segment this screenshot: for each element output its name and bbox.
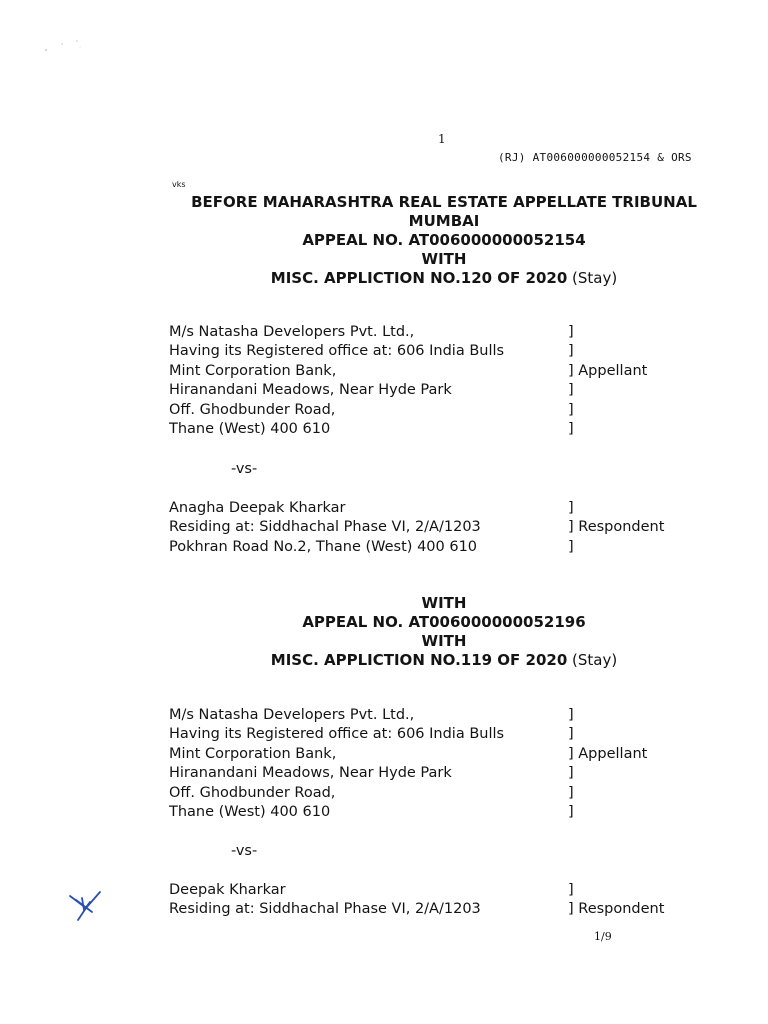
bracket: ] — [568, 784, 574, 801]
bracket: ] — [568, 882, 574, 898]
misc-application-stay: (Stay) — [567, 269, 618, 287]
title-block-1 — [120, 193, 768, 288]
appellant-address-line: Having its Registered office at: 606 India Bulls — [169, 726, 505, 743]
bracket: ] — [568, 538, 574, 555]
bracket: ] — [568, 382, 574, 399]
appellant-address-line: Off. Ghodbunder Road, — [169, 784, 336, 801]
appellant-address-line: Off. Ghodbunder Road, — [169, 401, 336, 418]
appeal-number: APPEAL NO. AT006000000052196 — [302, 613, 586, 631]
page-of-total: 1/9 — [594, 930, 612, 943]
appellant-address-line: Mint Corporation Bank, — [169, 745, 337, 762]
bracket: ] — [568, 420, 574, 437]
with-label: WITH — [421, 594, 467, 612]
tribunal-city: MUMBAI — [408, 212, 480, 230]
appellant-block-2 — [169, 706, 589, 822]
appellant-name: M/s Natasha Developers Pvt. Ltd., — [169, 324, 415, 340]
appellant-label: ] Appellant — [568, 362, 648, 379]
bracket: ] — [568, 500, 574, 516]
scan-speck-marks — [40, 36, 84, 56]
respondent-label: ] Respondent — [568, 901, 665, 918]
respondent-label: ] Respondent — [568, 519, 665, 536]
tribunal-title: BEFORE MAHARASHTRA REAL ESTATE APPELLATE TRIBUNAL — [191, 193, 697, 211]
bracket: ] — [568, 343, 574, 360]
appellant-name: M/s Natasha Developers Pvt. Ltd., — [169, 707, 415, 723]
appellant-address-line: Thane (West) 400 610 — [169, 420, 331, 437]
bracket: ] — [568, 803, 574, 820]
misc-application — [120, 269, 768, 288]
versus-label: -vs- — [231, 843, 258, 859]
respondent-address-line: Residing at: Siddhachal Phase VI, 2/A/1203 — [169, 901, 481, 918]
with-label: WITH — [421, 250, 467, 268]
misc-application-number: MISC. APPLICTION NO.119 OF 2020 — [270, 651, 568, 669]
appellant-block-1 — [169, 323, 589, 439]
respondent-brackets-1 — [568, 499, 664, 557]
appeal-number: APPEAL NO. AT006000000052154 — [302, 231, 586, 249]
appellant-address-line: Hiranandani Meadows, Near Hyde Park — [169, 382, 452, 399]
appellant-address-line: Hiranandani Meadows, Near Hyde Park — [169, 765, 452, 782]
respondent-address-line: Residing at: Siddhachal Phase VI, 2/A/1203 — [169, 519, 481, 536]
bracket: ] — [568, 707, 574, 723]
bracket: ] — [568, 726, 574, 743]
respondent-brackets-2 — [568, 881, 664, 920]
appellant-label: ] Appellant — [568, 745, 648, 762]
respondent-block-1 — [169, 499, 589, 557]
misc-application — [120, 651, 768, 670]
appellant-address-line: Mint Corporation Bank, — [169, 362, 337, 379]
appellant-address-line: Thane (West) 400 610 — [169, 803, 331, 820]
respondent-address-line: Pokhran Road No.2, Thane (West) 400 610 — [169, 538, 478, 555]
respondent-block-2 — [169, 881, 589, 920]
bracket: ] — [568, 401, 574, 418]
signature-mark — [66, 888, 106, 922]
title-block-2 — [120, 594, 768, 670]
misc-application-stay: (Stay) — [567, 651, 618, 669]
appellant-address-line: Having its Registered office at: 606 India Bulls — [169, 343, 505, 360]
respondent-name: Deepak Kharkar — [169, 882, 286, 898]
versus-label: -vs- — [231, 461, 258, 477]
bracket: ] — [568, 324, 574, 340]
with-label: WITH — [421, 632, 467, 650]
appellant-brackets-2 — [568, 706, 647, 822]
page-number: 1 — [438, 132, 446, 146]
typist-initials: vks — [172, 180, 186, 189]
bracket: ] — [568, 765, 574, 782]
case-reference: (RJ) AT006000000052154 & ORS — [498, 151, 692, 164]
appellant-brackets-1 — [568, 323, 647, 439]
misc-application-number: MISC. APPLICTION NO.120 OF 2020 — [270, 269, 568, 287]
respondent-name: Anagha Deepak Kharkar — [169, 500, 346, 516]
